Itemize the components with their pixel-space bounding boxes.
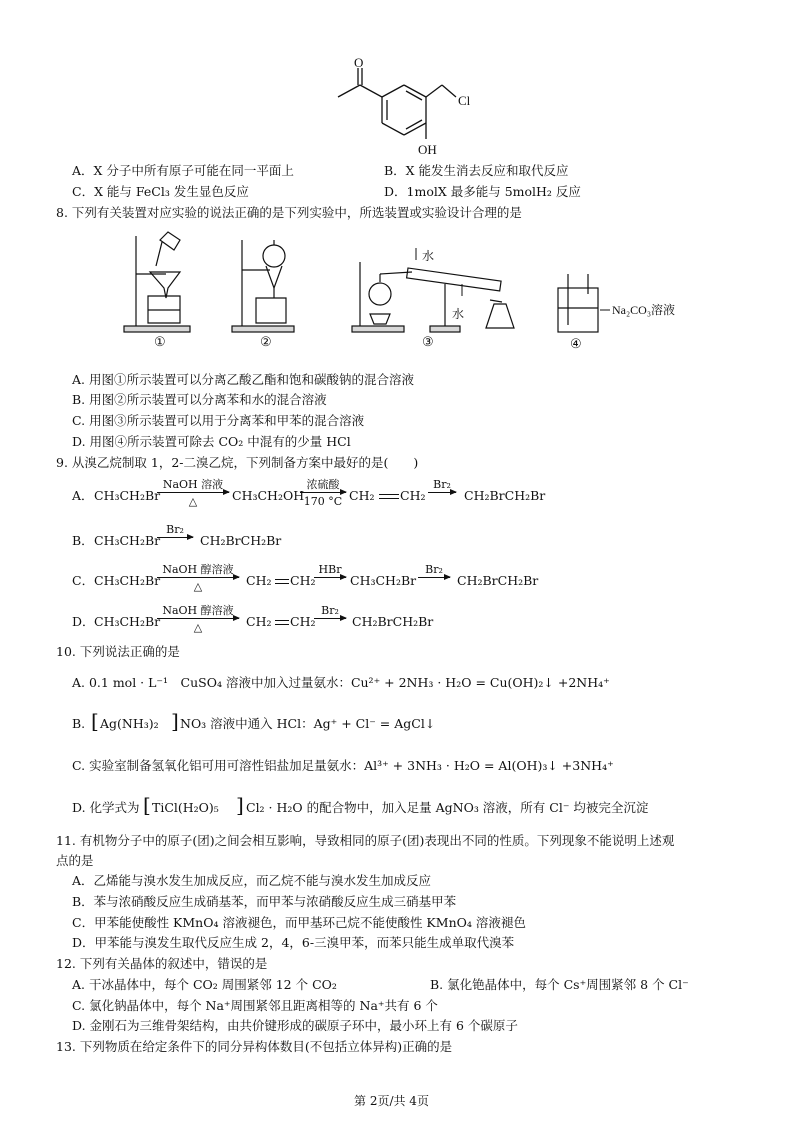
apparatus-4-gas-washing-bottle bbox=[548, 270, 678, 350]
sodium-carbonate-label: Na₂CO₃溶液 bbox=[612, 303, 676, 317]
apparatus-label-2: ② bbox=[260, 334, 272, 349]
water-outlet-label: 水 bbox=[422, 249, 435, 263]
reaction-arrow bbox=[418, 577, 450, 578]
q7-option-c: C．X 能与 FeCl₃ 发生显色反应 bbox=[72, 184, 249, 199]
q12-option-d: D. 金刚石为三维骨架结构，由共价键形成的碳原子环中，最小环上有 6 个碳原子 bbox=[72, 1018, 518, 1033]
reaction-arrow bbox=[314, 577, 346, 578]
q11-option-a: A．乙烯能与溴水发生加成反应，而乙烷不能与溴水发生加成反应 bbox=[72, 873, 432, 888]
reaction-arrow bbox=[428, 492, 456, 493]
q8-option-a: A. 用图①所示装置可以分离乙酸乙酯和饱和碳酸钠的混合溶液 bbox=[72, 372, 414, 387]
apparatus-2-separatory-funnel bbox=[230, 236, 300, 350]
q11-option-c: C．甲苯能使酸性 KMnO₄ 溶液褪色，而甲基环己烷不能使酸性 KMnO₄ 溶液褪色 bbox=[72, 915, 526, 930]
q7-option-b: B．X 能发生消去反应和取代反应 bbox=[384, 163, 569, 178]
q11-stem-line1: 11. 有机物分子中的原子(团)之间会相互影响，导致相同的原子(团)表现出不同的性质。下列现象不能说明上述观 bbox=[56, 833, 675, 848]
water-inlet-label: 水 bbox=[452, 307, 465, 321]
q12-stem: 12. 下列有关晶体的叙述中，错误的是 bbox=[56, 956, 268, 971]
reaction-arrow bbox=[314, 618, 346, 619]
reaction-arrow bbox=[300, 492, 346, 493]
q8-option-d: D. 用图④所示装置可除去 CO₂ 中混有的少量 HCl bbox=[72, 434, 351, 449]
q7-option-a: A．X 分子中所有原子可能在同一平面上 bbox=[72, 163, 294, 178]
q8-option-c: C. 用图③所示装置可以用于分离苯和甲苯的混合溶液 bbox=[72, 413, 365, 428]
q8-stem: 8. 下列有关装置对应实验的说法正确的是下列实验中，所选装置或实验设计合理的是 bbox=[56, 205, 522, 220]
reaction-arrow bbox=[157, 537, 193, 538]
double-bond bbox=[379, 494, 399, 499]
q11-option-b: B．苯与浓硝酸反应生成硝基苯，而甲苯与浓硝酸反应生成三硝基甲苯 bbox=[72, 894, 457, 909]
double-bond bbox=[275, 620, 289, 625]
q12-option-b: B. 氯化铯晶体中，每个 Cs⁺周围紧邻 8 个 Cl⁻ bbox=[430, 977, 689, 992]
reaction-arrow bbox=[157, 618, 239, 619]
page-number: 第 2页/共 4页 bbox=[354, 1094, 429, 1108]
hydroxyl-label: OH bbox=[418, 142, 437, 157]
q12-option-a: A. 干冰晶体中，每个 CO₂ 周围紧邻 12 个 CO₂ bbox=[72, 977, 337, 992]
apparatus-label-4: ④ bbox=[570, 336, 582, 350]
apparatus-1-filtration bbox=[122, 228, 202, 350]
q10-option-c: C. 实验室制备氢氧化铝可用可溶性铝盐加足量氨水：Al³⁺ + 3NH₃ · H₂O = Al(OH)₃↓ +3NH₄⁺ bbox=[72, 758, 614, 773]
q11-stem-line2: 点的是 bbox=[56, 853, 94, 868]
q11-option-d: D．甲苯能与溴发生取代反应生成 2，4，6-三溴甲苯，而苯只能生成单取代溴苯 bbox=[72, 935, 515, 950]
q10-option-a: A. 0.1 mol · L⁻¹ CuSO₄ 溶液中加入过量氨水：Cu²⁺ + 2NH₃ · H₂O = Cu(OH)₂↓ +2NH₄⁺ bbox=[72, 675, 610, 690]
q9-stem: 9. 从溴乙烷制取 1，2-二溴乙烷，下列制备方案中最好的是( ) bbox=[56, 455, 419, 470]
q13-stem: 13. 下列物质在给定条件下的同分异构体数目(不包括立体异构)正确的是 bbox=[56, 1039, 453, 1054]
apparatus-3-distillation bbox=[350, 244, 530, 350]
reaction-arrow bbox=[157, 577, 239, 578]
q8-option-b: B. 用图②所示装置可以分离苯和水的混合溶液 bbox=[72, 392, 327, 407]
apparatus-label-3: ③ bbox=[422, 334, 434, 349]
q12-option-c: C. 氯化钠晶体中，每个 Na⁺周围紧邻且距离相等的 Na⁺共有 6 个 bbox=[72, 998, 438, 1013]
ketone-oxygen-label: O bbox=[354, 55, 364, 70]
q10-stem: 10. 下列说法正确的是 bbox=[56, 644, 180, 659]
double-bond bbox=[275, 579, 289, 584]
molecule-structure bbox=[300, 55, 500, 165]
apparatus-label-1: ① bbox=[154, 334, 166, 349]
reaction-arrow bbox=[157, 492, 229, 493]
q7-option-d: D．1molX 最多能与 5molH₂ 反应 bbox=[384, 184, 581, 199]
chloro-label: Cl bbox=[458, 93, 471, 108]
